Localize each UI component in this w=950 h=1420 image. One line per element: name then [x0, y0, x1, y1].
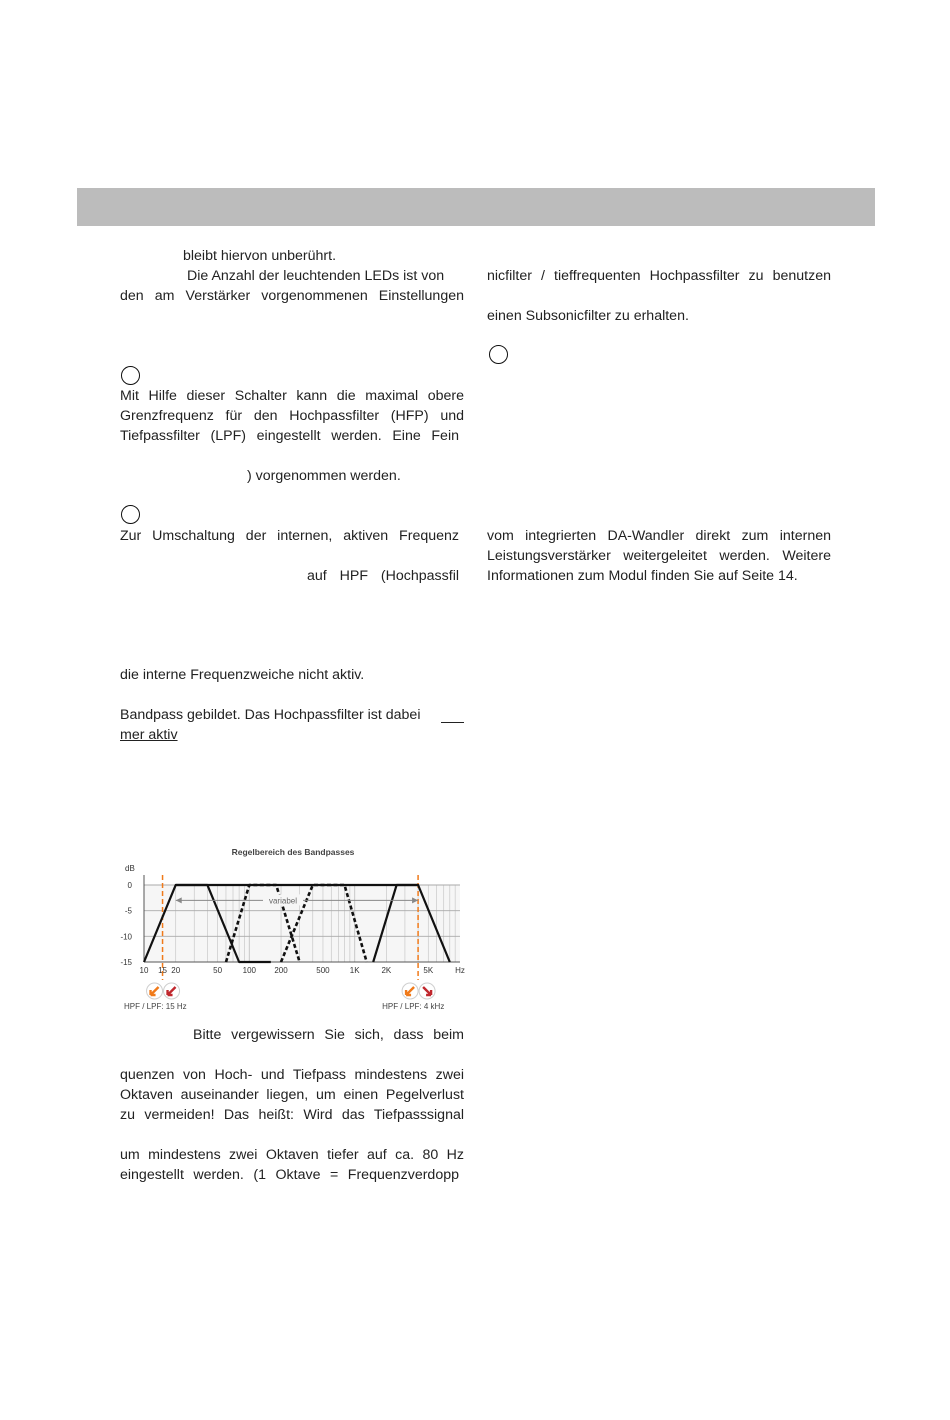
text-line: einen Subsonicfilter zu erhalten. [487, 308, 689, 324]
text-line: zu vermeiden! Das heißt: Wird das Tiefpasssignal [120, 1107, 464, 1123]
text-line: Informationen zum Modul finden Sie auf Seite 14. [487, 568, 798, 584]
text-line: Bandpass gebildet. Das Hochpassfilter ist dabei [120, 707, 421, 723]
item-marker-circle [121, 505, 140, 524]
text-line: vom integrierten DA-Wandler direkt zum internen [487, 528, 831, 544]
x-tick-label: 100 [242, 966, 257, 975]
y-tick-label: -10 [120, 932, 132, 942]
x-tick-label: 15 [158, 966, 168, 975]
text-line: Zur Umschaltung der internen, aktiven Frequenz [120, 528, 459, 544]
text-line: Leistungsverstärker weitergeleitet werden. Weitere [487, 548, 831, 564]
cutoff-label: HPF / LPF: 4 kHz [382, 1002, 445, 1011]
text-line: nicfilter / tieffrequenten Hochpassfilter zu benutzen [487, 268, 831, 284]
bandpass-chart [118, 845, 470, 1015]
y-tick-label: -5 [124, 906, 132, 916]
text-line: Die Anzahl der leuchtenden LEDs ist von [187, 268, 445, 284]
text-line: Bitte vergewissern Sie sich, dass beim [193, 1027, 464, 1043]
x-tick-label: 1K [349, 966, 360, 975]
y-axis-label: dB [125, 864, 135, 873]
text-line: die interne Frequenzweiche nicht aktiv. [120, 667, 365, 683]
text-line: um mindestens zwei Oktaven tiefer auf ca. 80 Hz [120, 1147, 464, 1163]
text-line: Oktaven auseinander liegen, um einen Pegelverlust [120, 1087, 464, 1103]
y-tick-label: -15 [120, 958, 132, 967]
text-line: auf HPF (Hochpassfil [307, 568, 459, 584]
x-tick-label: 200 [274, 966, 288, 975]
text-line: eingestellt werden. (1 Oktave = Frequenzverdopp [120, 1167, 459, 1183]
x-tick-label: 50 [213, 966, 223, 975]
chart-title: Regelbereich des Bandpasses [231, 847, 355, 857]
item-marker-circle [121, 366, 140, 385]
underline-rule [441, 722, 464, 723]
text-line: den am Verstärker vorgenommenen Einstellungen [120, 288, 464, 304]
item-marker-circle [489, 345, 508, 364]
text-line: Tiefpassfilter (LPF) eingestellt werden. Eine Fein [120, 428, 459, 444]
cutoff-label: HPF / LPF: 15 Hz [124, 1002, 187, 1011]
x-tick-label: 5K [423, 966, 434, 975]
section-header-bar [77, 188, 875, 226]
text-line: ) vorgenommen werden. [247, 468, 401, 484]
text-line: Mit Hilfe dieser Schalter kann die maximal obere [120, 388, 464, 404]
x-tick-label: 10 [139, 966, 149, 975]
x-tick-label: 20 [171, 966, 181, 975]
text-line: bleibt hiervon unberührt. [183, 248, 337, 264]
x-tick-label: 500 [316, 966, 330, 975]
x-unit-label: Hz [455, 966, 465, 975]
y-tick-label: 0 [127, 881, 132, 890]
x-tick-label: 2K [381, 966, 392, 975]
text-line: Grenzfrequenz für den Hochpassfilter (HFP) und [120, 408, 464, 424]
annotation-label: variabel [268, 896, 298, 906]
text-line: mer aktiv [120, 727, 178, 743]
text-line: quenzen von Hoch- und Tiefpass mindestens zwei [120, 1067, 464, 1083]
